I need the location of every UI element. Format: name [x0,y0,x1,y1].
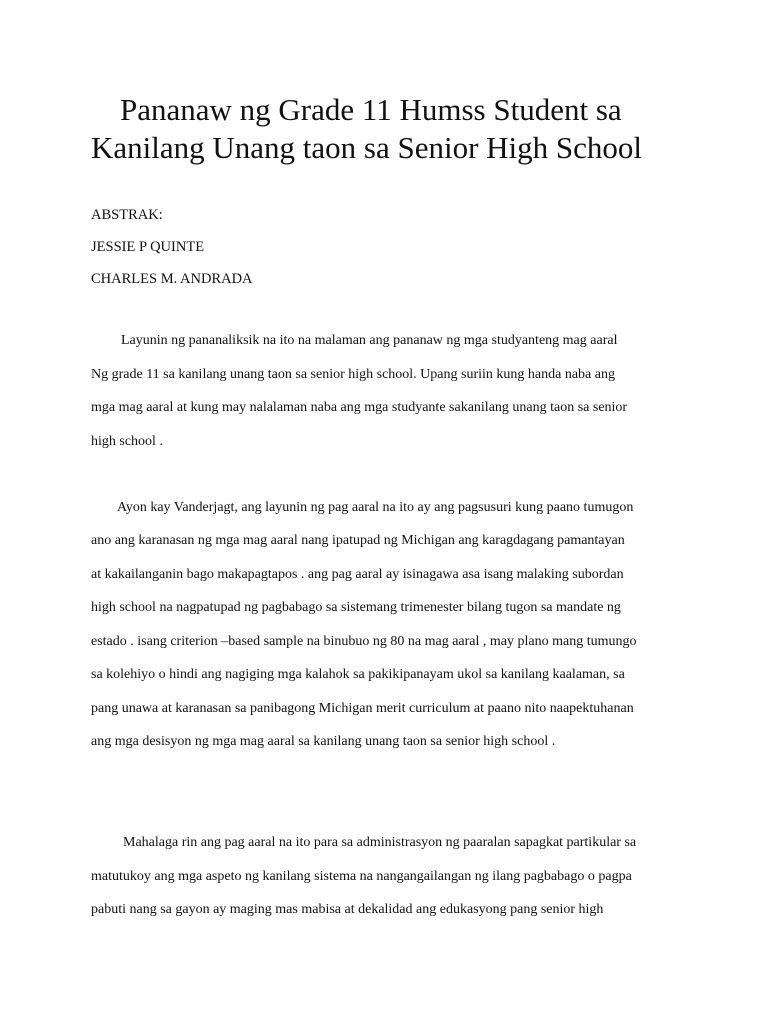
paragraph-2-line-6: sa kolehiyo o hindi ang nagiging mga kalahok sa pakikipanayam ukol sa kanilang kaalaman, sa [91,667,625,682]
paragraph-3-line-2: matutukoy ang mga aspeto ng kanilang sistema na nangangailangan ng ilang pagbabago o pagpa [91,869,632,884]
document-title-line-2: Kanilang Unang taon sa Senior High School [91,130,643,165]
abstract-label: ABSTRAK: [91,207,163,223]
paragraph-3-line-3: pabuti nang sa gayon ay maging mas mabisa at dekalidad ang edukasyong pang senior high [91,902,604,917]
document-title-line-1: Pananaw ng Grade 11 Humss Student sa [120,92,622,127]
paragraph-2-line-1: Ayon kay Vanderjagt, ang layunin ng pag aaral na ito ay ang pagsusuri kung paano tumugon [117,500,634,515]
paragraph-2-line-2: ano ang karanasan ng mga mag aaral nang ipatupad ng Michigan ang karagdagang pamantayan [91,533,625,548]
paragraph-2-line-4: high school na nagpatupad ng pagbabago sa sistemang trimenester bilang tugon sa mandate ng [91,600,621,615]
author-1: JESSIE P QUINTE [91,239,205,255]
paragraph-1-line-4: high school . [91,434,163,449]
paragraph-1-line-2: Ng grade 11 sa kanilang unang taon sa senior high school. Upang suriin kung handa naba ang [91,367,615,382]
paragraph-2-line-7: pang unawa at karanasan sa panibagong Michigan merit curriculum at paano nito naapektuhanan [91,701,634,716]
paragraph-2-line-8: ang mga desisyon ng mga mag aaral sa kanilang unang taon sa senior high school . [91,734,556,749]
paragraph-2-line-5: estado . isang criterion –based sample na binubuo ng 80 na mag aaral , may plano mang tumungo [91,634,637,649]
paragraph-1-line-1: Layunin ng pananaliksik na ito na malaman ang pananaw ng mga studyanteng mag aaral [121,333,618,348]
paragraph-1-line-3: mga mag aaral at kung may nalalaman naba ang mga studyante sakanilang unang taon sa senior [91,400,628,415]
paragraph-3-line-1: Mahalaga rin ang pag aaral na ito para sa administrasyon ng paaralan sapagkat partikular sa [123,835,637,850]
author-2: CHARLES M. ANDRADA [91,271,253,287]
paragraph-2-line-3: at kakailanganin bago makapagtapos . ang pag aaral ay isinagawa asa isang malaking subordan [91,567,624,582]
